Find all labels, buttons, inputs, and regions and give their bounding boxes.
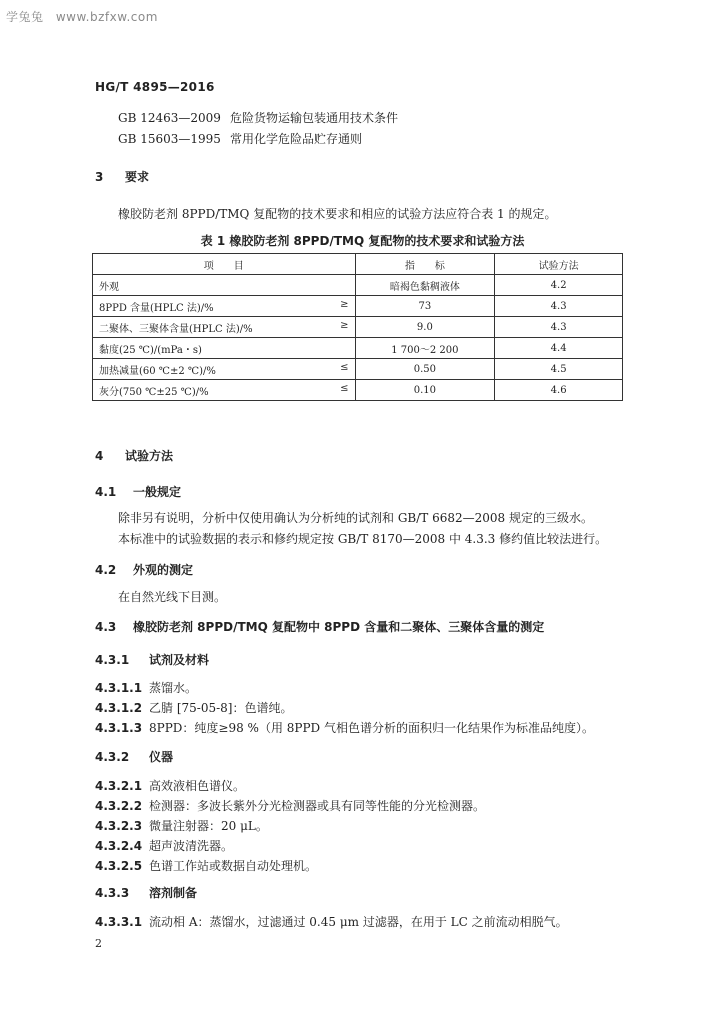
- header-item: 项 目: [93, 254, 356, 275]
- requirements-table: [92, 253, 623, 401]
- subsection-number: 4.3: [95, 620, 117, 634]
- limit-sign: ≥: [340, 298, 349, 310]
- list-item: [95, 797, 485, 814]
- list-item: [95, 817, 268, 834]
- subsection-heading: [95, 618, 544, 635]
- limit-sign: ≤: [340, 361, 349, 373]
- item-text: 蒸馏水。: [149, 681, 198, 695]
- limit-sign: ≤: [340, 382, 349, 394]
- item-text: 微量注射器：20 μL。: [149, 819, 268, 833]
- item-name: 黏度(25 ℃)/(mPa・s): [99, 344, 202, 356]
- section-title: 试验方法: [125, 449, 174, 463]
- item-name: 加热减量(60 ℃±2 ℃)/%: [99, 365, 216, 377]
- watermark-logo: 学兔兔: [6, 10, 44, 24]
- table-row: [93, 275, 623, 296]
- item-name: 灰分(750 ℃±25 ℃)/%: [99, 386, 209, 398]
- index-value: 暗褐色黏稠液体: [355, 275, 495, 296]
- subsection-title: 一般规定: [133, 485, 182, 499]
- paragraph: 本标准中的试验数据的表示和修约规定按 GB/T 8170—2008 中 4.3.3 修约值比较法进行。: [118, 532, 608, 546]
- item-name: 外观: [99, 281, 119, 293]
- item-text: 超声波清洗器。: [149, 839, 234, 853]
- item-text: 流动相 A：蒸馏水，过滤通过 0.45 μm 过滤器，在用于 LC 之前流动相脱气。: [149, 915, 568, 929]
- paragraph: 除非另有说明，分析中仅使用确认为分析纯的试剂和 GB/T 6682—2008 规定的三级水。: [118, 511, 593, 525]
- method-ref: 4.3: [495, 296, 623, 317]
- subsection-number: 4.3.2: [95, 750, 130, 764]
- list-item: [95, 719, 594, 736]
- paragraph: 橡胶防老剂 8PPD/TMQ 复配物的技术要求和相应的试验方法应符合表 1 的规定。: [118, 207, 557, 221]
- item-name: 8PPD 含量(HPLC 法)/%: [99, 302, 214, 314]
- subsection-title: 溶剂制备: [149, 886, 198, 900]
- paragraph: 在自然光线下目测。: [118, 590, 227, 604]
- table-row: [93, 380, 623, 401]
- index-value: 0.10: [355, 380, 495, 401]
- subsection-number: 4.1: [95, 485, 117, 499]
- item-text: 色谱工作站或数据自动处理机。: [149, 859, 318, 873]
- subsection-heading: [95, 483, 181, 500]
- header-index: 指 标: [355, 254, 495, 275]
- reference-title: 常用化学危险品贮存通则: [230, 132, 363, 146]
- subsection-title: 仪器: [149, 750, 174, 764]
- reference-code: GB 12463—2009: [118, 111, 221, 125]
- reference-item: [118, 109, 398, 126]
- method-ref: 4.5: [495, 359, 623, 380]
- list-item: [95, 913, 568, 930]
- watermark: [6, 8, 158, 25]
- subsection-title: 外观的测定: [133, 563, 194, 577]
- reference-item: [118, 130, 362, 147]
- list-item: [95, 777, 245, 794]
- item-number: 4.3.2.1: [95, 779, 143, 793]
- reference-title: 危险货物运输包装通用技术条件: [230, 111, 399, 125]
- subsection-number: 4.2: [95, 563, 117, 577]
- row-item-cell: [93, 359, 356, 380]
- item-number: 4.3.3.1: [95, 915, 143, 929]
- method-ref: 4.4: [495, 338, 623, 359]
- item-number: 4.3.1.2: [95, 701, 143, 715]
- watermark-site: www.bzfxw.com: [55, 10, 158, 24]
- table-row: [93, 359, 623, 380]
- table-caption: 表 1 橡胶防老剂 8PPD/TMQ 复配物的技术要求和试验方法: [200, 234, 525, 248]
- row-item-cell: [93, 380, 356, 401]
- list-item: [95, 679, 197, 696]
- row-item-cell: [93, 275, 356, 296]
- section-title: 要求: [125, 170, 150, 184]
- item-text: 高效液相色谱仪。: [149, 779, 246, 793]
- item-text: 乙腈 [75-05-8]：色谱纯。: [149, 701, 293, 715]
- limit-sign: ≥: [340, 319, 349, 331]
- standard-number: HG/T 4895—2016: [95, 80, 215, 94]
- subsection-title: 橡胶防老剂 8PPD/TMQ 复配物中 8PPD 含量和二聚体、三聚体含量的测定: [133, 620, 545, 634]
- item-number: 4.3.1.3: [95, 721, 143, 735]
- subsection-title: 试剂及材料: [149, 653, 210, 667]
- item-number: 4.3.2.3: [95, 819, 143, 833]
- table-row: [93, 296, 623, 317]
- method-ref: 4.3: [495, 317, 623, 338]
- row-item-cell: [93, 317, 356, 338]
- table-row: [93, 317, 623, 338]
- section-heading: [95, 447, 173, 464]
- row-item-cell: [93, 296, 356, 317]
- item-number: 4.3.1.1: [95, 681, 143, 695]
- page-number: 2: [95, 937, 102, 950]
- subsection-heading: [95, 884, 197, 901]
- list-item: [95, 837, 233, 854]
- subsection-heading: [95, 651, 209, 668]
- table-row: [93, 338, 623, 359]
- item-text: 8PPD：纯度≥98 %（用 8PPD 气相色谱分析的面积归一化结果作为标准品纯度）。: [149, 721, 594, 735]
- table-header-row: [93, 254, 623, 275]
- section-number: 3: [95, 170, 104, 184]
- subsection-number: 4.3.3: [95, 886, 130, 900]
- reference-code: GB 15603—1995: [118, 132, 221, 146]
- row-item-cell: [93, 338, 356, 359]
- index-value: 9.0: [355, 317, 495, 338]
- index-value: 0.50: [355, 359, 495, 380]
- item-number: 4.3.2.5: [95, 859, 143, 873]
- item-name: 二聚体、三聚体含量(HPLC 法)/%: [99, 323, 253, 335]
- list-item: [95, 857, 317, 874]
- item-number: 4.3.2.2: [95, 799, 143, 813]
- section-number: 4: [95, 449, 104, 463]
- header-method: 试验方法: [495, 254, 623, 275]
- index-value: 73: [355, 296, 495, 317]
- subsection-number: 4.3.1: [95, 653, 130, 667]
- subsection-heading: [95, 561, 193, 578]
- item-text: 检测器：多波长紫外分光检测器或具有同等性能的分光检测器。: [149, 799, 486, 813]
- method-ref: 4.6: [495, 380, 623, 401]
- item-number: 4.3.2.4: [95, 839, 143, 853]
- index-value: 1 700～2 200: [355, 338, 495, 359]
- section-heading: [95, 168, 149, 185]
- method-ref: 4.2: [495, 275, 623, 296]
- subsection-heading: [95, 748, 173, 765]
- list-item: [95, 699, 292, 716]
